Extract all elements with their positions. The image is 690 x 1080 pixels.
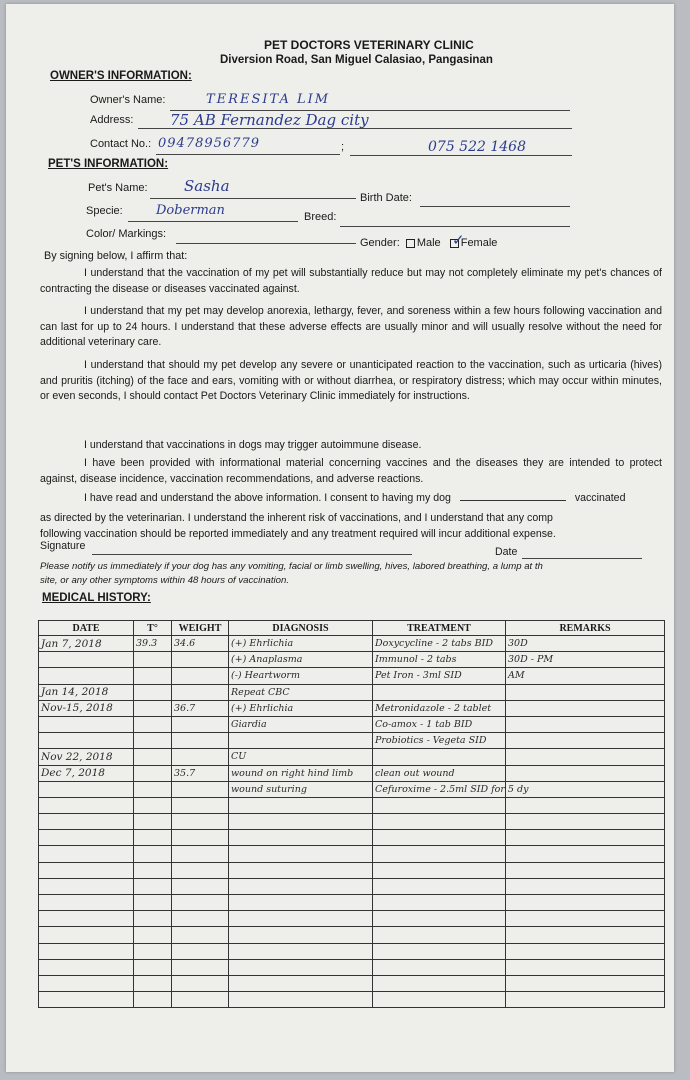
cell-weight xyxy=(172,911,229,927)
cell-temperature xyxy=(134,911,172,927)
pet-section-title: PET'S INFORMATION: xyxy=(48,158,169,170)
cell-weight: 35.7 xyxy=(172,765,229,781)
consent-p3-text: I understand that should my pet develop any severe or unanticipated reaction to the vaccination, such as urticaria (hives) and pruritis (itching) of the face and ears, vomiting with or without diarrhea, or respiratory distress; which may occur within minutes, or even seconds, I should contact Pet Doctors Veterinary Clinic immediately for instructions. xyxy=(40,359,662,403)
cell-treatment xyxy=(373,797,506,813)
owner-name-label: Owner's Name: xyxy=(90,94,166,106)
date-line[interactable] xyxy=(522,558,642,559)
cell-temperature: 39.3 xyxy=(134,636,172,652)
table-row xyxy=(39,700,665,716)
cell-temperature xyxy=(134,992,172,1008)
contact-value-2: 075 522 1468 xyxy=(428,139,526,155)
cell-temperature xyxy=(134,733,172,749)
table-row xyxy=(39,992,665,1008)
table-row xyxy=(39,733,665,749)
cell-date xyxy=(39,716,134,732)
cell-date xyxy=(39,814,134,830)
cell-date: Jan 7, 2018 xyxy=(39,636,134,652)
gender-female-label: Female xyxy=(460,237,498,249)
consent-p2-text: I understand that my pet may develop anorexia, lethargy, fever, and soreness within a few hours following vaccination and can last for up to 24 hours. I understand that these adverse effects are usually minor and will usually resolve without the need for additional veterinary care. xyxy=(40,305,662,349)
cell-remarks xyxy=(506,830,665,846)
cell-remarks xyxy=(506,765,665,781)
owner-section-title: OWNER'S INFORMATION: xyxy=(50,70,192,82)
cell-remarks: AM xyxy=(506,668,665,684)
cell-weight xyxy=(172,878,229,894)
cell-remarks: 30D - PM xyxy=(506,652,665,668)
birth-date-label: Birth Date: xyxy=(360,192,412,204)
cell-treatment xyxy=(373,684,506,700)
cell-temperature xyxy=(134,895,172,911)
consent-paragraph-5 xyxy=(40,456,662,487)
cell-remarks xyxy=(506,943,665,959)
cell-remarks xyxy=(506,814,665,830)
pet-name-line xyxy=(150,198,356,199)
cell-treatment xyxy=(373,943,506,959)
cell-weight xyxy=(172,733,229,749)
cell-remarks xyxy=(506,878,665,894)
cell-temperature xyxy=(134,684,172,700)
species-value: Doberman xyxy=(156,203,225,218)
cell-temperature xyxy=(134,814,172,830)
cell-diagnosis xyxy=(229,846,373,862)
consent-p6d: following vaccination should be reported immediately and any treatment required will incur additional expense. xyxy=(40,528,556,540)
cell-diagnosis xyxy=(229,830,373,846)
cell-diagnosis: CU xyxy=(229,749,373,765)
cell-remarks xyxy=(506,733,665,749)
color-line xyxy=(176,243,356,244)
cell-diagnosis xyxy=(229,975,373,991)
clinic-address: Diversion Road, San Miguel Calasiao, Pangasinan xyxy=(220,54,493,66)
contact-line-2 xyxy=(350,155,572,156)
header-date: DATE xyxy=(39,621,134,636)
cell-diagnosis xyxy=(229,943,373,959)
species-label: Specie: xyxy=(86,205,123,217)
pet-name-value: Sasha xyxy=(184,177,230,195)
cell-remarks xyxy=(506,959,665,975)
cell-remarks xyxy=(506,862,665,878)
address-value: 75 AB Fernandez Dag city xyxy=(170,111,369,129)
cell-remarks: 30D xyxy=(506,636,665,652)
cell-temperature xyxy=(134,959,172,975)
table-header-row xyxy=(39,621,665,636)
gender-male-label: Male xyxy=(416,237,441,249)
cell-remarks xyxy=(506,927,665,943)
cell-date xyxy=(39,992,134,1008)
cell-temperature xyxy=(134,652,172,668)
cell-diagnosis xyxy=(229,895,373,911)
cell-treatment xyxy=(373,959,506,975)
cell-treatment xyxy=(373,814,506,830)
gender-male-checkbox[interactable] xyxy=(406,239,415,248)
table-row xyxy=(39,652,665,668)
table-row xyxy=(39,830,665,846)
table-row xyxy=(39,943,665,959)
cell-diagnosis xyxy=(229,992,373,1008)
cell-temperature xyxy=(134,797,172,813)
cell-temperature xyxy=(134,716,172,732)
female-check-mark: ✓ xyxy=(452,231,465,249)
cell-remarks xyxy=(506,781,665,797)
cell-weight xyxy=(172,846,229,862)
cell-date: Dec 7, 2018 xyxy=(39,765,134,781)
gender-label xyxy=(360,237,497,249)
table-row xyxy=(39,636,665,652)
cell-weight xyxy=(172,814,229,830)
notice-line-2: site, or any other symptoms within 48 hours of vaccination. xyxy=(40,575,290,586)
cell-diagnosis: (+) Ehrlichia xyxy=(229,636,373,652)
color-label: Color/ Markings: xyxy=(86,228,167,240)
cell-weight xyxy=(172,716,229,732)
cell-treatment: Metronidazole - 2 tablet xyxy=(373,700,506,716)
header-remarks: REMARKS xyxy=(506,621,665,636)
table-row xyxy=(39,878,665,894)
cell-temperature xyxy=(134,700,172,716)
cell-weight xyxy=(172,862,229,878)
cell-date xyxy=(39,975,134,991)
species-line xyxy=(128,221,298,222)
cell-treatment xyxy=(373,862,506,878)
cell-weight xyxy=(172,684,229,700)
cell-temperature xyxy=(134,862,172,878)
cell-date xyxy=(39,895,134,911)
cell-treatment xyxy=(373,992,506,1008)
medical-history-rows xyxy=(39,636,665,1008)
consent-p6c: as directed by the veterinarian. I understand the inherent risk of vaccinations, and I understand that any comp xyxy=(40,512,553,524)
cell-diagnosis: wound on right hind limb xyxy=(229,765,373,781)
contact-label: Contact No.: xyxy=(90,138,152,150)
clinic-name: PET DOCTORS VETERINARY CLINIC xyxy=(264,38,474,52)
cell-diagnosis: Giardia xyxy=(229,716,373,732)
table-row xyxy=(39,911,665,927)
consent-p6b: vaccinated xyxy=(574,492,626,504)
cell-diagnosis: (-) Heartworm xyxy=(229,668,373,684)
breed-line xyxy=(340,226,570,227)
cell-weight xyxy=(172,652,229,668)
cell-date xyxy=(39,668,134,684)
cell-diagnosis xyxy=(229,862,373,878)
contact-separator: ; xyxy=(341,141,345,153)
cell-treatment xyxy=(373,975,506,991)
gender-text: Gender: xyxy=(360,237,400,249)
header-diagnosis: DIAGNOSIS xyxy=(229,621,373,636)
cell-remarks xyxy=(506,684,665,700)
cell-remarks xyxy=(506,716,665,732)
breed-label: Breed: xyxy=(304,211,337,223)
cell-weight xyxy=(172,927,229,943)
cell-weight xyxy=(172,830,229,846)
consent-paragraph-1 xyxy=(40,266,662,297)
signature-line[interactable] xyxy=(92,554,412,555)
consent-p6-line-1 xyxy=(84,492,625,504)
cell-date xyxy=(39,830,134,846)
cell-weight: 34.6 xyxy=(172,636,229,652)
cell-remarks xyxy=(506,992,665,1008)
cell-date xyxy=(39,943,134,959)
cell-diagnosis xyxy=(229,927,373,943)
table-row xyxy=(39,846,665,862)
cell-weight xyxy=(172,749,229,765)
cell-temperature xyxy=(134,781,172,797)
cell-diagnosis xyxy=(229,878,373,894)
cell-temperature xyxy=(134,846,172,862)
table-row xyxy=(39,684,665,700)
consent-paragraph-4 xyxy=(40,438,662,454)
cell-diagnosis: wound suturing xyxy=(229,781,373,797)
cell-date xyxy=(39,959,134,975)
cell-date: Nov-15, 2018 xyxy=(39,700,134,716)
table-row xyxy=(39,716,665,732)
address-label: Address: xyxy=(90,114,134,126)
cell-treatment: Immunol - 2 tabs xyxy=(373,652,506,668)
cell-temperature xyxy=(134,668,172,684)
table-row xyxy=(39,749,665,765)
header-weight: WEIGHT xyxy=(172,621,229,636)
cell-weight: 36.7 xyxy=(172,700,229,716)
table-row xyxy=(39,668,665,684)
cell-diagnosis xyxy=(229,911,373,927)
cell-temperature xyxy=(134,927,172,943)
consent-p1-text: I understand that the vaccination of my pet will substantially reduce but may not completely eliminate my pet's chances of contracting the disease or diseases vaccinated against. xyxy=(40,267,662,295)
cell-treatment xyxy=(373,878,506,894)
consent-p4-text: I understand that vaccinations in dogs may trigger autoimmune disease. xyxy=(84,439,422,451)
cell-date: Nov 22, 2018 xyxy=(39,749,134,765)
cell-diagnosis: (+) Anaplasma xyxy=(229,652,373,668)
cell-temperature xyxy=(134,830,172,846)
contact-line-1 xyxy=(156,154,340,155)
cell-remarks xyxy=(506,911,665,927)
cell-date xyxy=(39,911,134,927)
cell-temperature xyxy=(134,878,172,894)
table-row xyxy=(39,797,665,813)
cell-treatment xyxy=(373,846,506,862)
cell-temperature xyxy=(134,975,172,991)
cell-weight xyxy=(172,975,229,991)
cell-treatment xyxy=(373,830,506,846)
cell-treatment: Probiotics - Vegeta SID xyxy=(373,733,506,749)
cell-remarks xyxy=(506,700,665,716)
cell-temperature xyxy=(134,765,172,781)
cell-date xyxy=(39,878,134,894)
cell-diagnosis xyxy=(229,959,373,975)
birth-date-line xyxy=(420,206,570,207)
cell-date xyxy=(39,927,134,943)
cell-date xyxy=(39,652,134,668)
cell-remarks xyxy=(506,895,665,911)
cell-date xyxy=(39,846,134,862)
table-row xyxy=(39,814,665,830)
owner-name-value: TERESITA LIM xyxy=(206,92,331,107)
cell-remarks xyxy=(506,975,665,991)
cell-diagnosis xyxy=(229,814,373,830)
cell-diagnosis xyxy=(229,797,373,813)
pet-name-label: Pet's Name: xyxy=(88,182,148,194)
consent-p6a: I have read and understand the above information. I consent to having my dog xyxy=(84,492,451,504)
cell-treatment xyxy=(373,911,506,927)
cell-treatment xyxy=(373,895,506,911)
cell-weight xyxy=(172,797,229,813)
table-row xyxy=(39,862,665,878)
date-label: Date xyxy=(495,546,518,558)
cell-weight xyxy=(172,943,229,959)
cell-diagnosis: (+) Ehrlichia xyxy=(229,700,373,716)
header-temperature: T° xyxy=(134,621,172,636)
consent-p5-text: I have been provided with informational material concerning vaccines and the diseases they are intended to protect against, disease incidence, vaccination recommendations, and adverse reactions. xyxy=(40,457,662,485)
header-treatment: TREATMENT xyxy=(373,621,506,636)
cell-treatment: Cefuroxime - 2.5ml SID for 5 dy xyxy=(373,781,506,797)
cell-treatment: Co-amox - 1 tab BID xyxy=(373,716,506,732)
cell-treatment xyxy=(373,749,506,765)
cell-date xyxy=(39,797,134,813)
cell-diagnosis xyxy=(229,733,373,749)
table-row xyxy=(39,765,665,781)
cell-weight xyxy=(172,895,229,911)
notice-line-1: Please notify us immediately if your dog has any vomiting, facial or limb swelling, hives, labored breathing, a lump at th xyxy=(40,561,543,572)
cell-date xyxy=(39,781,134,797)
cell-weight xyxy=(172,992,229,1008)
consent-paragraph-3 xyxy=(40,358,662,405)
cell-weight xyxy=(172,781,229,797)
cell-treatment: Doxycycline - 2 tabs BID xyxy=(373,636,506,652)
medical-history-title: MEDICAL HISTORY: xyxy=(42,592,151,604)
cell-treatment: clean out wound xyxy=(373,765,506,781)
cell-weight xyxy=(172,668,229,684)
consent-intro: By signing below, I affirm that: xyxy=(44,250,188,262)
cell-weight xyxy=(172,959,229,975)
table-row xyxy=(39,927,665,943)
cell-treatment xyxy=(373,927,506,943)
cell-treatment: Pet Iron - 3ml SID xyxy=(373,668,506,684)
cell-remarks xyxy=(506,749,665,765)
cell-remarks xyxy=(506,797,665,813)
cell-date xyxy=(39,733,134,749)
table-row xyxy=(39,975,665,991)
table-row xyxy=(39,959,665,975)
cell-diagnosis: Repeat CBC xyxy=(229,684,373,700)
cell-date: Jan 14, 2018 xyxy=(39,684,134,700)
medical-history-table xyxy=(38,620,665,1008)
cell-temperature xyxy=(134,749,172,765)
contact-value-1: 09478956779 xyxy=(158,136,260,151)
table-row xyxy=(39,895,665,911)
cell-date xyxy=(39,862,134,878)
dog-name-blank[interactable] xyxy=(460,500,566,501)
consent-paragraph-2 xyxy=(40,304,662,351)
cell-remarks xyxy=(506,846,665,862)
signature-label: Signature xyxy=(40,540,86,552)
cell-temperature xyxy=(134,943,172,959)
table-row xyxy=(39,781,665,797)
